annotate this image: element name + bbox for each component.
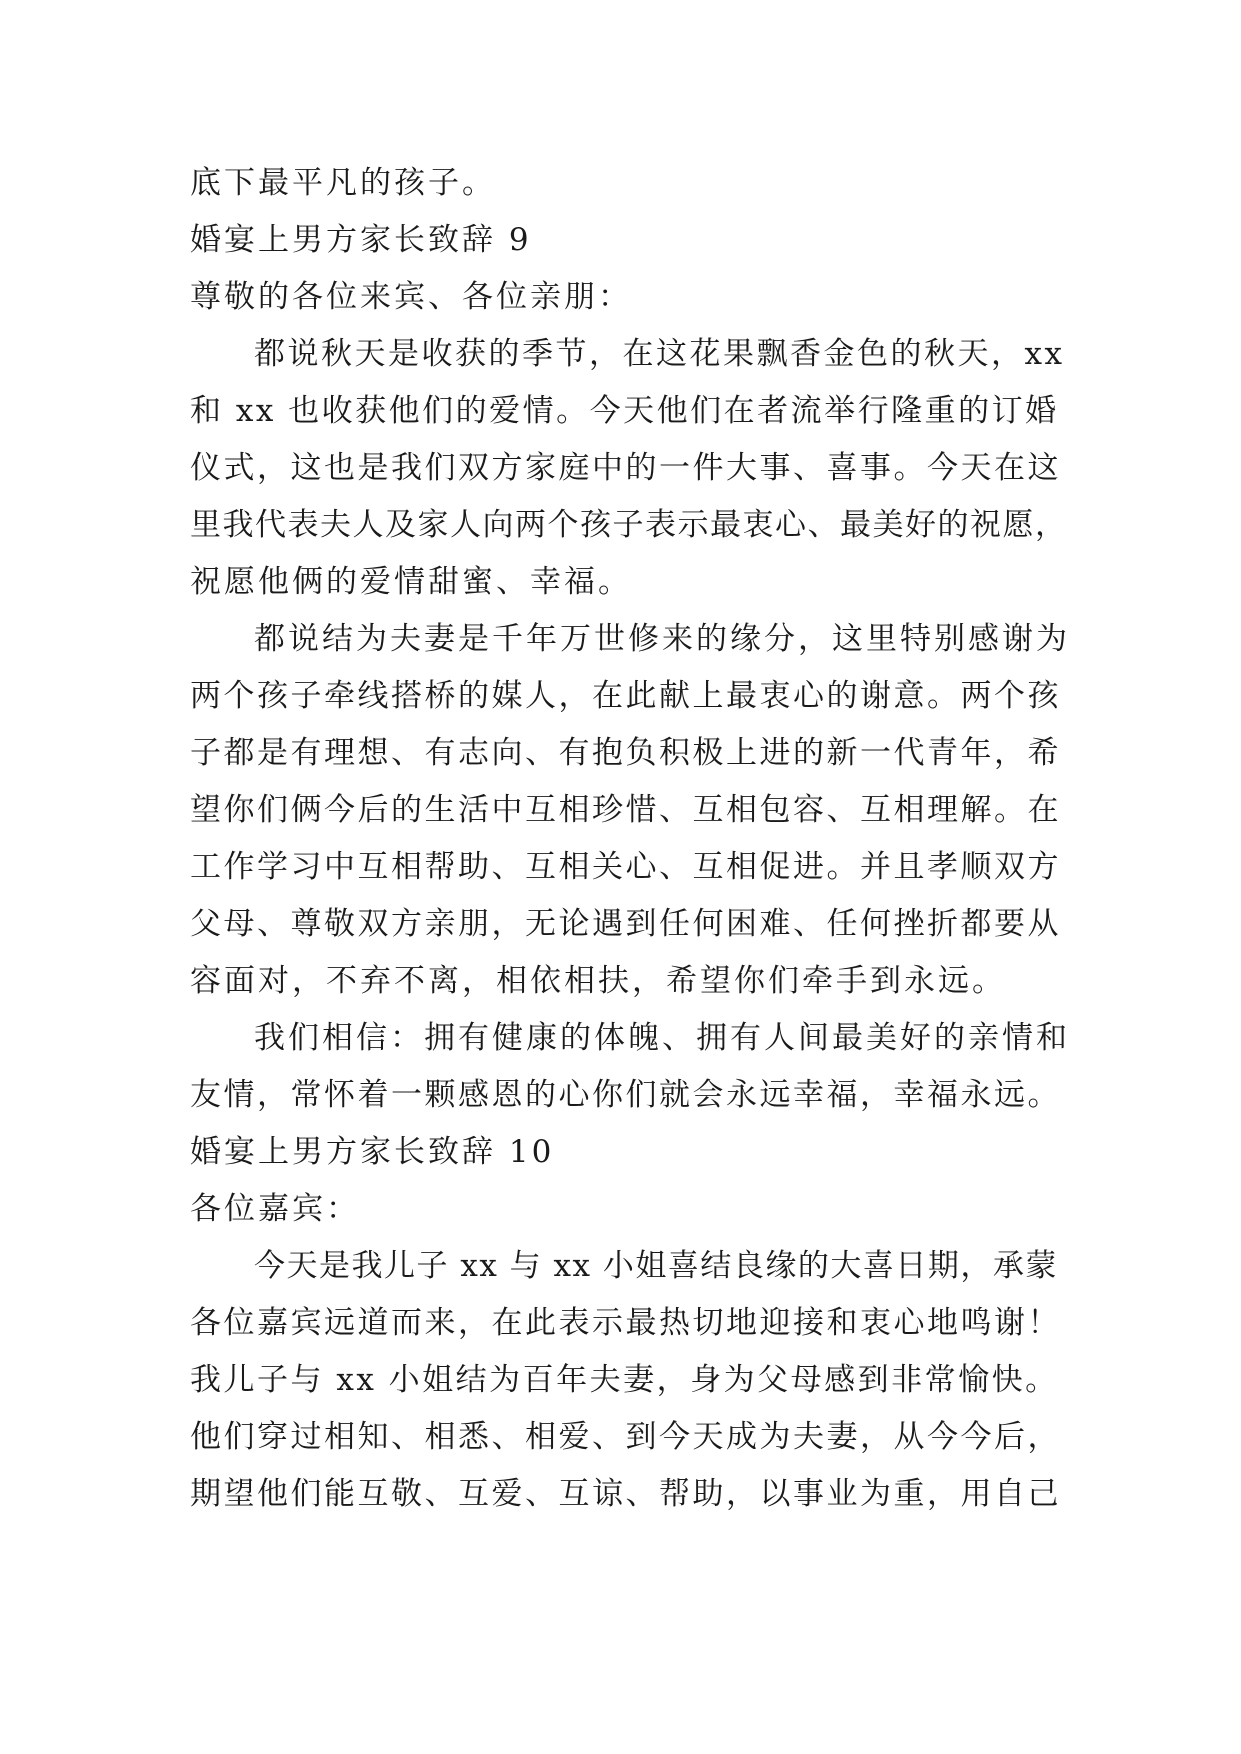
text-line: 仪式，这也是我们双方家庭中的一件大事、喜事。今天在这 xyxy=(190,450,1061,486)
text-line: 子都是有理想、有志向、有抱负积极上进的新一代青年，希 xyxy=(190,735,1061,771)
document-page xyxy=(190,155,1070,1523)
salutation: 尊敬的各位来宾、各位亲朋： xyxy=(190,279,632,315)
text-line: 父母、尊敬双方亲朋，无论遇到任何困难、任何挫折都要从 xyxy=(190,906,1061,942)
paragraph-first-line: 我们相信：拥有健康的体魄、拥有人间最美好的亲情和 xyxy=(254,1020,1070,1056)
text-line: 和 xx 也收获他们的爱情。今天他们在者流举行隆重的订婚 xyxy=(190,393,1059,429)
text-line: 望你们俩今后的生活中互相珍惜、互相包容、互相理解。在 xyxy=(190,792,1061,828)
salutation: 各位嘉宾： xyxy=(190,1191,360,1227)
paragraph-first-line: 都说秋天是收获的季节，在这花果飘香金色的秋天，xx xyxy=(254,336,1065,372)
text-line: 各位嘉宾远道而来，在此表示最热切地迎接和衷心地鸣谢！ xyxy=(190,1305,1061,1341)
text-line: 友情，常怀着一颗感恩的心你们就会永远幸福，幸福永远。 xyxy=(190,1077,1061,1113)
text-line: 容面对，不弃不离，相依相扶，希望你们牵手到永远。 xyxy=(190,963,1006,999)
section-heading: 婚宴上男方家长致辞 10 xyxy=(190,1134,555,1170)
text-line: 里我代表夫人及家人向两个孩子表示最衷心、最美好的祝愿， xyxy=(190,507,1068,543)
text-line: 期望他们能互敬、互爱、互谅、帮助，以事业为重，用自己 xyxy=(190,1476,1061,1512)
text-line: 工作学习中互相帮助、互相关心、互相促进。并且孝顺双方 xyxy=(190,849,1061,885)
text-line: 底下最平凡的孩子。 xyxy=(190,165,496,201)
paragraph-first-line: 都说结为夫妻是千年万世修来的缘分，这里特别感谢为 xyxy=(254,621,1070,657)
text-line: 两个孩子牵线搭桥的媒人，在此献上最衷心的谢意。两个孩 xyxy=(190,678,1061,714)
text-line: 我儿子与 xx 小姐结为百年夫妻，身为父母感到非常愉快。 xyxy=(190,1362,1059,1398)
text-line: 他们穿过相知、相悉、相爱、到今天成为夫妻，从今今后， xyxy=(190,1419,1061,1455)
text-line: 祝愿他俩的爱情甜蜜、幸福。 xyxy=(190,564,632,600)
paragraph-first-line: 今天是我儿子 xx 与 xx 小姐喜结良缘的大喜日期，承蒙 xyxy=(254,1248,1058,1284)
section-heading: 婚宴上男方家长致辞 9 xyxy=(190,222,532,258)
